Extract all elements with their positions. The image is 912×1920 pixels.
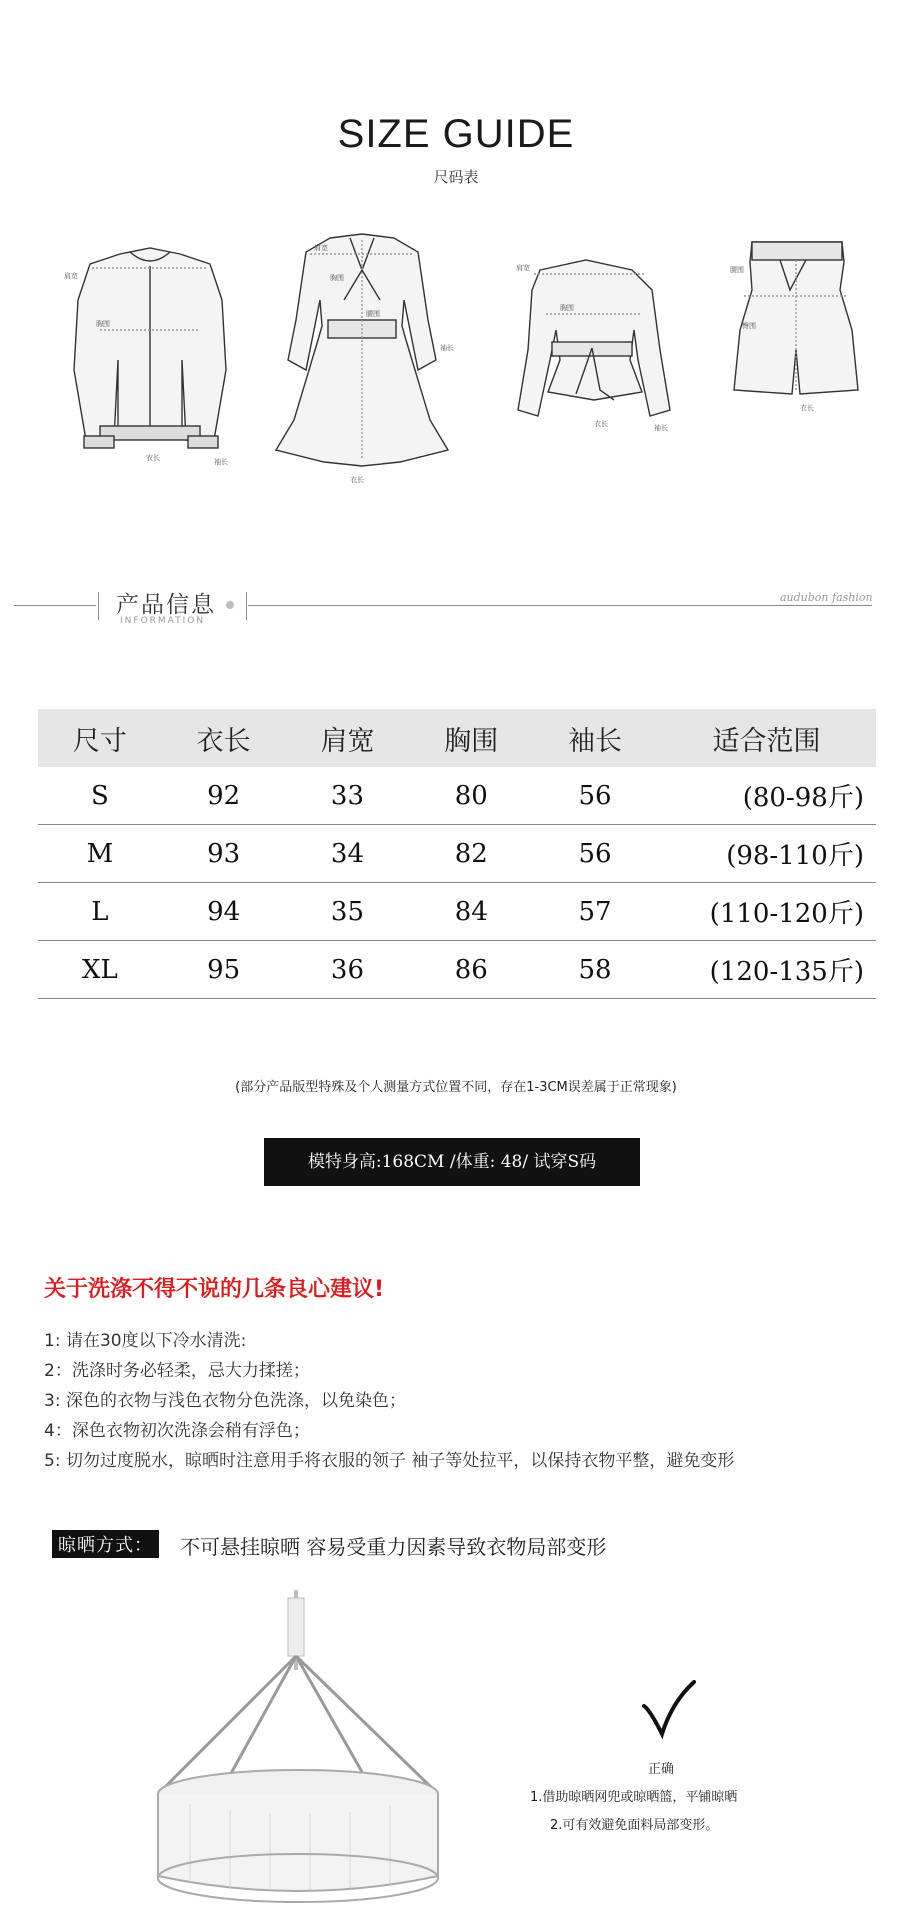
divider-tick-right — [246, 592, 247, 620]
col-header-sleeve: 袖长 — [533, 709, 657, 767]
cell-range: (110-120斤) — [657, 883, 876, 941]
cell-length: 92 — [162, 767, 286, 825]
cell-chest: 80 — [409, 767, 533, 825]
dress-label-sleeve: 袖长 — [440, 344, 454, 352]
cell-size: M — [38, 825, 162, 883]
pants-illustration — [734, 242, 858, 394]
blouse-label-shoulder: 肩宽 — [516, 264, 530, 272]
size-table — [38, 709, 876, 999]
cell-chest: 82 — [409, 825, 533, 883]
section-title: 产品信息 — [116, 592, 216, 618]
model-info-badge: 模特身高:168CM /体重: 48/ 试穿S码 — [264, 1138, 640, 1186]
cell-shoulder: 35 — [286, 883, 410, 941]
washing-item: 2：洗涤时务必轻柔，忌大力揉搓； — [44, 1361, 310, 1381]
washing-item: 4：深色衣物初次洗涤会稍有浮色； — [44, 1421, 310, 1441]
cell-sleeve: 56 — [533, 767, 657, 825]
table-row — [38, 941, 876, 999]
cell-sleeve: 56 — [533, 825, 657, 883]
dress-label-length: 衣长 — [350, 476, 364, 484]
cell-sleeve: 57 — [533, 883, 657, 941]
dress-label-shoulder: 肩宽 — [314, 244, 328, 252]
cell-chest: 84 — [409, 883, 533, 941]
cell-range: (98-110斤) — [657, 825, 876, 883]
dress-illustration — [276, 234, 448, 466]
correct-label: 正确 — [648, 1762, 675, 1777]
washing-title: 关于洗涤不得不说的几条良心建议! — [44, 1277, 385, 1302]
page-subtitle: 尺码表 — [433, 168, 479, 186]
blouse-label-sleeve: 袖长 — [654, 424, 668, 432]
pants-label-waist: 腰围 — [730, 266, 744, 274]
dress-label-chest: 胸围 — [330, 274, 344, 282]
cell-range: (120-135斤) — [657, 941, 876, 999]
section-subtitle: INFORMATION — [120, 616, 206, 626]
washing-item: 1: 请在30度以下冷水清洗: — [44, 1331, 247, 1351]
brand-mark: audubon fashion — [780, 591, 873, 604]
table-row — [38, 883, 876, 941]
col-header-shoulder: 肩宽 — [286, 709, 410, 767]
divider-left — [14, 605, 96, 606]
col-header-size: 尺寸 — [38, 709, 162, 767]
washing-item: 5: 切勿过度脱水，晾晒时注意用手将衣服的领子 袖子等处拉平，以保持衣物平整，避免变形 — [44, 1451, 735, 1471]
jacket-label-length: 衣长 — [146, 454, 160, 462]
divider-right — [248, 605, 872, 606]
garment-illustrations — [0, 230, 912, 530]
cell-length: 93 — [162, 825, 286, 883]
drying-tip: 2.可有效避免面料局部变形。 — [550, 1818, 719, 1833]
jacket-label-shoulder: 肩宽 — [64, 272, 78, 280]
blouse-label-length: 衣长 — [594, 420, 608, 428]
divider-dot — [226, 601, 234, 609]
cell-range: (80-98斤) — [657, 767, 876, 825]
cell-size: L — [38, 883, 162, 941]
washing-item: 3: 深色的衣物与浅色衣物分色洗涤，以免染色； — [44, 1391, 406, 1411]
drying-rack-image — [150, 1590, 450, 1910]
pants-label-length: 衣长 — [800, 404, 814, 412]
table-row — [38, 825, 876, 883]
cell-length: 94 — [162, 883, 286, 941]
cell-size: S — [38, 767, 162, 825]
col-header-range: 适合范围 — [657, 709, 876, 767]
drying-label: 晾晒方式： — [52, 1530, 159, 1558]
pants-label-hip: 臀围 — [742, 322, 756, 330]
checkmark-icon — [640, 1680, 696, 1740]
jacket-label-sleeve: 袖长 — [214, 458, 228, 466]
cell-shoulder: 36 — [286, 941, 410, 999]
jacket-label-chest: 胸围 — [96, 320, 110, 328]
cell-shoulder: 33 — [286, 767, 410, 825]
blouse-illustration — [518, 260, 670, 416]
page-title: SIZE GUIDE — [337, 112, 575, 156]
divider-tick-left — [98, 592, 99, 620]
cell-size: XL — [38, 941, 162, 999]
col-header-length: 衣长 — [162, 709, 286, 767]
drying-tip: 1.借助晾晒网兜或晾晒篮，平铺晾晒 — [530, 1790, 738, 1805]
drying-text: 不可悬挂晾晒 容易受重力因素导致衣物局部变形 — [180, 1535, 607, 1559]
dress-label-waist: 腰围 — [366, 310, 380, 318]
cell-length: 95 — [162, 941, 286, 999]
jacket-illustration — [74, 248, 226, 448]
blouse-label-chest: 胸围 — [560, 304, 574, 312]
col-header-chest: 胸围 — [409, 709, 533, 767]
cell-sleeve: 58 — [533, 941, 657, 999]
size-table-header — [38, 709, 876, 767]
measurement-note: (部分产品版型特殊及个人测量方式位置不同，存在1-3CM误差属于正常现象) — [235, 1080, 677, 1095]
table-row — [38, 767, 876, 825]
cell-chest: 86 — [409, 941, 533, 999]
cell-shoulder: 34 — [286, 825, 410, 883]
